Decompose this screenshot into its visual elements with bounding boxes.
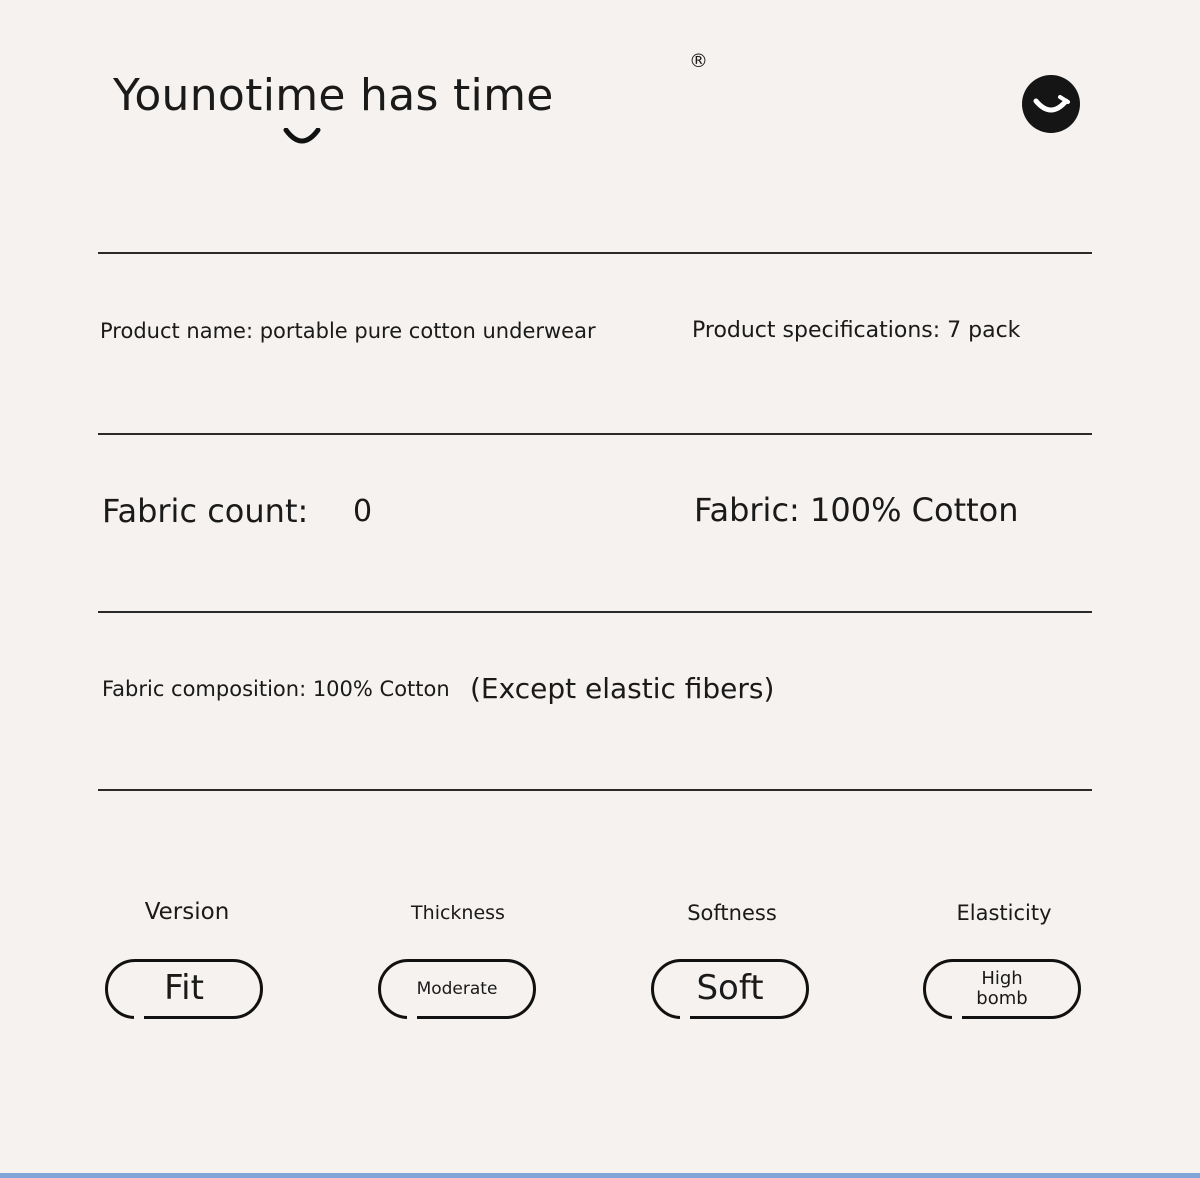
pill-notch xyxy=(680,1014,690,1020)
bottom-accent-bar xyxy=(0,1173,1200,1178)
fabric: Fabric: 100% Cotton xyxy=(694,491,1019,529)
registered-mark: ® xyxy=(689,50,708,72)
attribute-pill-softness xyxy=(651,959,809,1019)
divider-line xyxy=(98,789,1092,791)
divider-line xyxy=(98,611,1092,613)
product-specifications: Product specifications: 7 pack xyxy=(692,318,1021,343)
pill-notch xyxy=(134,1014,144,1020)
attribute-label-version: Version xyxy=(144,899,230,925)
fabric-composition-note: (Except elastic fibers) xyxy=(470,672,775,705)
attribute-value-elasticity: High bomb xyxy=(976,968,1028,1009)
attribute-label-softness: Softness xyxy=(687,901,777,925)
brand-title: Younotime has time xyxy=(113,70,554,121)
fabric-count-value: 0 xyxy=(353,494,373,529)
smile-icon xyxy=(283,128,321,148)
attribute-label-thickness: Thickness xyxy=(411,902,505,924)
attribute-label-elasticity: Elasticity xyxy=(956,901,1052,925)
attribute-pill-thickness xyxy=(378,959,536,1019)
divider-line xyxy=(98,252,1092,254)
fabric-count-label: Fabric count: xyxy=(102,492,309,530)
smile-circle-icon xyxy=(1022,75,1080,133)
attribute-value-softness: Soft xyxy=(696,968,764,1009)
product-name: Product name: portable pure cotton underwear xyxy=(100,319,596,343)
attribute-pill-version xyxy=(105,959,263,1019)
fabric-composition: Fabric composition: 100% Cotton xyxy=(102,677,450,701)
pill-notch xyxy=(407,1014,417,1020)
pill-notch xyxy=(952,1014,962,1020)
attribute-value-version: Fit xyxy=(164,968,204,1009)
divider-line xyxy=(98,433,1092,435)
attribute-pill-elasticity xyxy=(923,959,1081,1019)
attribute-value-thickness: Moderate xyxy=(416,978,498,999)
